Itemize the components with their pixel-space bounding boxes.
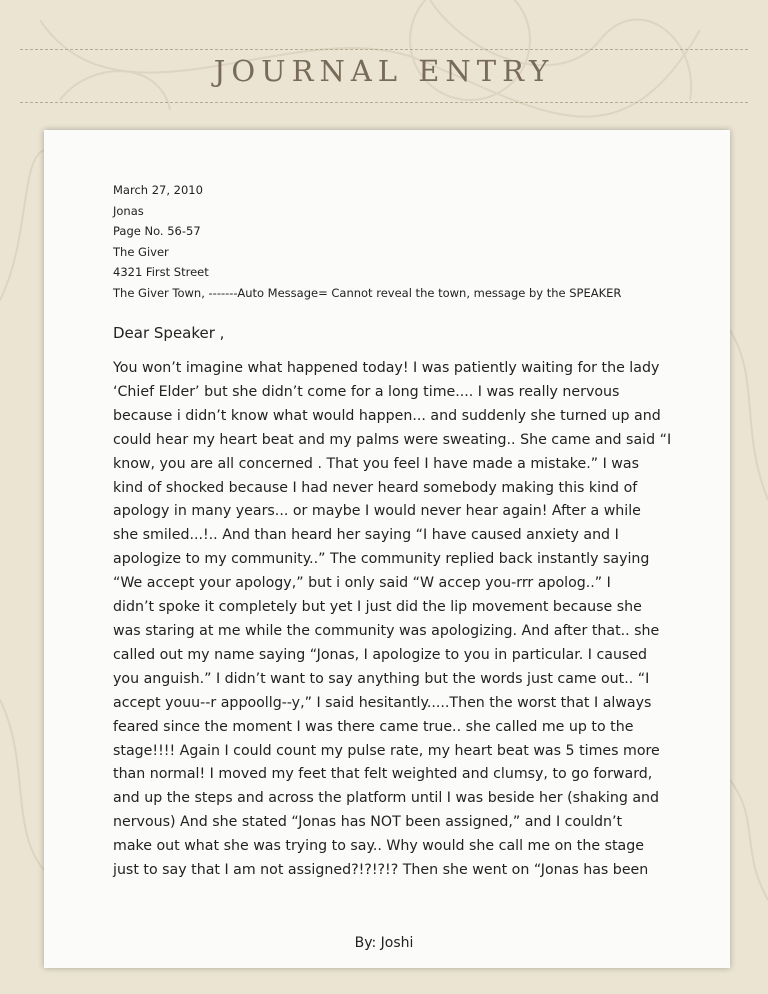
letter-line: “We accept your apology,” but i only said “W accep you-rrr apolog..” I: [113, 575, 611, 592]
entry-name: Jonas: [113, 203, 144, 218]
letter-line: nervous) And she stated “Jonas has NOT been assigned,” and I couldn’t: [113, 814, 623, 831]
page-title: JOURNAL ENTRY: [213, 54, 555, 88]
letter-line: accept youu--r appoollg--y,” I said hesitantly.....Then the worst that I always: [113, 694, 652, 711]
letter-line: make out what she was trying to say.. Why would she call me on the stage: [113, 838, 644, 855]
header-rule-bottom: [20, 102, 748, 103]
entry-date: March 27, 2010: [113, 183, 203, 197]
letter-line: and up the steps and across the platform until I was beside her (shaking and: [113, 790, 660, 807]
letter-line: could hear my heart beat and my palms were sweating.. She came and said “I: [113, 431, 672, 448]
header-rule-top: [20, 49, 748, 50]
letter-line: apologize to my community..” The community replied back instantly saying: [113, 551, 650, 568]
letter-line: called out my name saying “Jonas, I apologize to you in particular. I caused: [113, 646, 648, 663]
letter-line: just to say that I am not assigned?!?!?!? Then she went on “Jonas has been: [113, 862, 649, 879]
entry-metadata: [113, 180, 621, 303]
letter-line: stage!!!! Again I could count my pulse rate, my heart beat was 5 times more: [113, 742, 660, 759]
letter-line: You won’t imagine what happened today! I was patiently waiting for the lady: [113, 360, 660, 376]
entry-address: 4321 First Street: [113, 265, 209, 279]
letter-line: was staring at me while the community was apologizing. And after that.. she: [113, 622, 660, 639]
letter-line: feared since the moment I was there came true.. she called me up to the: [113, 718, 634, 735]
salutation: Dear Speaker ,: [113, 324, 225, 342]
letter-line: you anguish.” I didn’t want to say anything but the words just came out.. “I: [113, 670, 650, 687]
letter-line: because i didn’t know what would happen... and suddenly she turned up and: [113, 407, 661, 424]
entry-page: Page No. 56-57: [113, 224, 201, 238]
letter-line: apology in many years... or maybe I would never hear again! After a while: [113, 503, 641, 520]
letter-line: ‘Chief Elder’ but she didn’t come for a long time.... I was really nervous: [113, 383, 620, 400]
signature: By: Joshi: [354, 935, 414, 951]
letter-line: she smiled...!.. And than heard her saying “I have caused anxiety and I: [113, 527, 619, 544]
entry-town: The Giver Town, -------Auto Message= Cannot reveal the town, message by the SPEAKER: [113, 285, 622, 300]
letter-line: know, you are all concerned . That you feel I have made a mistake.” I was: [113, 455, 639, 472]
letter-line: kind of shocked because I had never heard somebody making this kind of: [113, 479, 638, 496]
letter-body: [113, 357, 673, 883]
entry-book: The Giver: [113, 244, 169, 259]
letter-line: didn’t spoke it completely but yet I just did the lip movement because she: [113, 599, 642, 616]
letter-line: than normal! I moved my feet that felt weighted and clumsy, to go forward,: [113, 766, 653, 783]
